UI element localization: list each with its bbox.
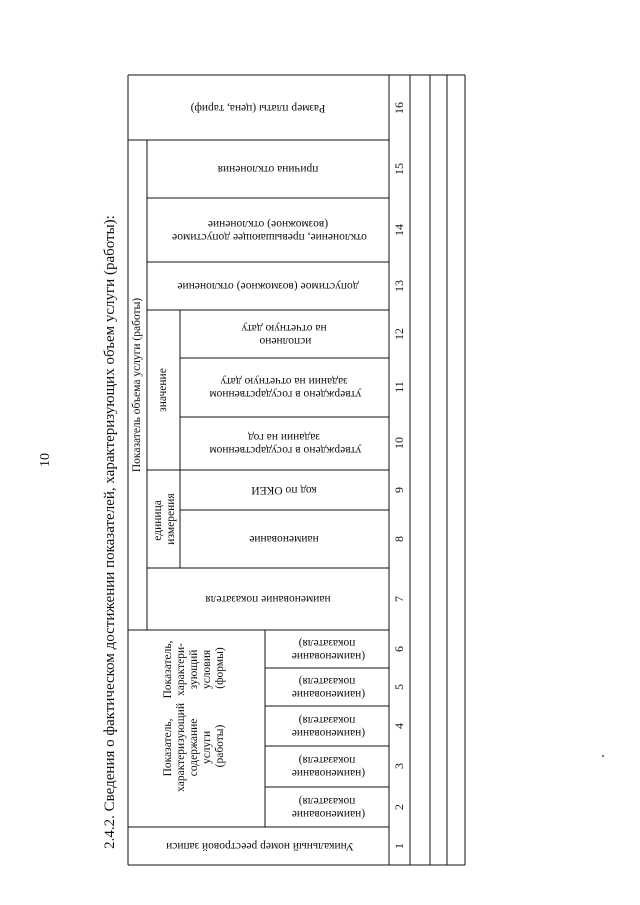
header-exceeding-deviation: отклонение, превышающее допустимое (возможное) отклонение [172, 218, 367, 243]
header-unit-okei: код по ОКЕИ [251, 484, 317, 497]
section-heading: 2.4.2. Сведения о фактическом достижении показателей, характеризующих объем услуги (работы): [102, 215, 118, 849]
header-registry-number: Уникальный номер реестровой записи [166, 840, 354, 853]
column-number: 2 [391, 804, 406, 810]
column-number: 15 [391, 163, 406, 175]
column-number: 16 [391, 102, 406, 114]
header-indicator-name-2: (наименование показателя) [291, 795, 366, 820]
header-allowed-deviation: допустимое (возможное) отклонение [177, 280, 359, 293]
header-approved-date: утверждено в государственном задании на отчетную дату [209, 375, 362, 400]
header-approved-year: утверждено в государственном задании на год [209, 431, 362, 456]
header-indicator-name: наименование показателя [205, 593, 331, 606]
column-number: 7 [391, 596, 406, 602]
header-indicator-name-4: (наименование показателя) [291, 714, 366, 739]
header-indicator-name-5: (наименование показателя) [291, 675, 366, 700]
header-unit-name: наименование [249, 533, 319, 546]
column-number: 13 [391, 280, 406, 292]
column-number: 3 [391, 763, 406, 769]
column-number: 10 [391, 437, 406, 449]
column-number: 9 [391, 487, 406, 493]
header-executed-date: исполнено на отчетную дату [241, 322, 327, 347]
column-number: 12 [391, 328, 406, 340]
column-number: 6 [391, 646, 406, 652]
column-number: 1 [391, 843, 406, 849]
column-number: 8 [391, 536, 406, 542]
header-indicator-name-6: (наименование показателя) [291, 637, 366, 662]
header-content-group: Показатель, характеризующий содержание услуги (работы) [162, 703, 226, 792]
column-number: 5 [391, 684, 406, 690]
column-number: 11 [391, 381, 406, 393]
column-number: 14 [391, 224, 406, 236]
header-value-group: значение [156, 368, 169, 412]
header-volume-group: Показатель объема услуги (работы) [130, 297, 143, 473]
page-number: 10 [38, 453, 53, 467]
header-conditions-group: Показатель, характери- зующий условия (формы) [162, 640, 226, 699]
column-numbers [392, 102, 406, 849]
header-indicator-name-3: (наименование показателя) [291, 754, 366, 779]
header-labels [131, 102, 367, 852]
header-fee: Размер платы (цена, тариф) [190, 102, 326, 115]
column-number: 4 [391, 723, 406, 729]
header-unit-group: единица измерения [152, 493, 177, 545]
header-deviation-reason: причина отклонения [217, 163, 319, 176]
